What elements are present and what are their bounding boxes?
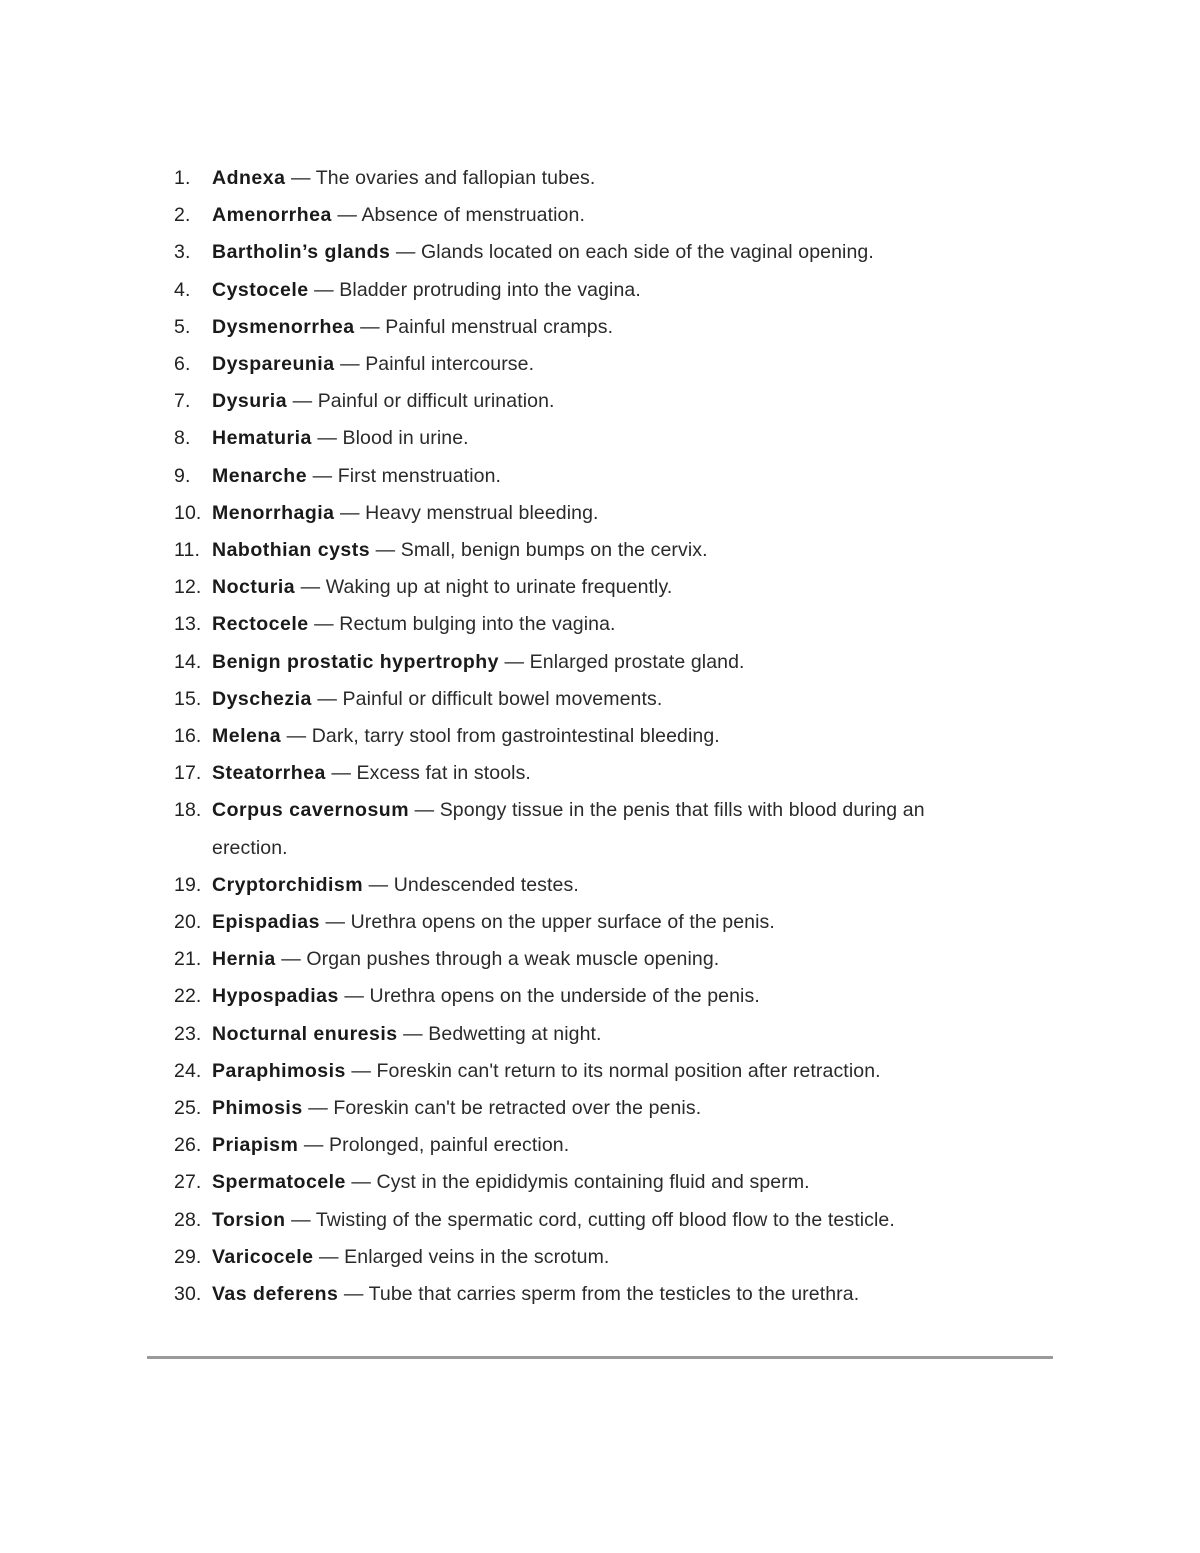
- term-definition: Foreskin can't return to its normal position after retraction.: [376, 1059, 881, 1082]
- list-item: [174, 495, 1004, 532]
- term-definition: Urethra opens on the upper surface of the penis.: [350, 911, 775, 934]
- term-separator: —: [281, 725, 312, 748]
- item-number: 24.: [174, 1059, 202, 1082]
- term-word: Paraphimosis: [212, 1059, 346, 1082]
- term-word: Dyschezia: [212, 687, 312, 710]
- list-item: [174, 383, 1004, 420]
- term-separator: —: [390, 241, 422, 264]
- item-number: 4.: [174, 278, 191, 301]
- item-text: [212, 1016, 1004, 1053]
- item-text: [212, 792, 1004, 866]
- list-item: [174, 346, 1004, 383]
- list-item: [174, 458, 1004, 495]
- term-word: Hematuria: [212, 427, 312, 450]
- item-number: 2.: [174, 204, 191, 227]
- item-number: 13.: [174, 613, 202, 636]
- term-word: Amenorrhea: [212, 204, 332, 227]
- list-item: [174, 904, 1004, 941]
- term-definition: Spongy tissue in the penis that fills with blood during an erection.: [212, 799, 925, 859]
- item-text: [212, 1276, 1004, 1313]
- item-number: 27.: [174, 1171, 202, 1194]
- item-number: 28.: [174, 1208, 202, 1231]
- item-number: 11.: [174, 539, 200, 562]
- term-definition: Urethra opens on the underside of the penis.: [369, 985, 760, 1008]
- item-text: [212, 234, 1004, 271]
- item-text: [212, 272, 1004, 309]
- term-word: Menorrhagia: [212, 501, 335, 524]
- term-definition: Painful intercourse.: [365, 353, 535, 376]
- item-text: [212, 978, 1004, 1015]
- list-item: [174, 1239, 1004, 1276]
- term-separator: —: [397, 1022, 429, 1045]
- item-text: [212, 1053, 1004, 1090]
- term-word: Dysmenorrhea: [212, 315, 355, 338]
- term-definition: Heavy menstrual bleeding.: [365, 501, 599, 524]
- term-definition: Dark, tarry stool from gastrointestinal bleeding.: [311, 725, 720, 748]
- item-number: 22.: [174, 985, 202, 1008]
- item-number: 26.: [174, 1134, 202, 1157]
- term-word: Dyspareunia: [212, 353, 335, 376]
- horizontal-rule: [147, 1356, 1053, 1359]
- term-word: Hypospadias: [212, 985, 339, 1008]
- list-item: [174, 606, 1004, 643]
- term-separator: —: [499, 650, 530, 673]
- term-separator: —: [345, 1171, 377, 1194]
- item-number: 21.: [174, 948, 202, 971]
- item-text: [212, 867, 1004, 904]
- term-separator: —: [285, 167, 316, 189]
- term-word: Priapism: [212, 1134, 299, 1157]
- term-separator: —: [308, 613, 340, 636]
- list-item: [174, 309, 1004, 346]
- item-number: 19.: [174, 873, 202, 896]
- term-definition: Twisting of the spermatic cord, cutting off blood flow to the testicle.: [315, 1208, 895, 1231]
- term-word: Nabothian cysts: [212, 539, 371, 562]
- term-definition: Blood in urine.: [342, 427, 469, 450]
- term-separator: —: [311, 687, 343, 710]
- item-text: [212, 495, 1004, 532]
- item-number: 17.: [174, 762, 202, 785]
- term-separator: —: [334, 353, 366, 376]
- term-separator: —: [298, 1134, 330, 1157]
- term-separator: —: [295, 576, 326, 599]
- term-definition: Organ pushes through a weak muscle opening.: [306, 948, 720, 971]
- term-separator: —: [354, 315, 386, 338]
- item-number: 25.: [174, 1097, 202, 1120]
- term-definition: Enlarged prostate gland.: [529, 650, 745, 673]
- list-item: [174, 272, 1004, 309]
- term-separator: —: [345, 1059, 377, 1082]
- term-separator: —: [275, 948, 307, 971]
- item-text: [212, 197, 1004, 234]
- list-item: [174, 569, 1004, 606]
- item-text: [212, 420, 1004, 457]
- term-word: Phimosis: [212, 1097, 303, 1120]
- term-definition: First menstruation.: [337, 464, 502, 487]
- list-item: [174, 1053, 1004, 1090]
- term-definition: Glands located on each side of the vaginal opening.: [421, 241, 874, 264]
- term-definition: Cyst in the epididymis containing fluid and sperm.: [376, 1171, 810, 1194]
- list-item: [174, 1016, 1004, 1053]
- term-definition: Excess fat in stools.: [356, 762, 531, 785]
- list-item: [174, 792, 1004, 866]
- term-definition: Painful menstrual cramps.: [385, 315, 614, 338]
- term-definition: Enlarged veins in the scrotum.: [344, 1245, 610, 1268]
- item-number: 14.: [174, 650, 202, 673]
- term-definition: Small, benign bumps on the cervix.: [400, 539, 708, 562]
- item-number: 16.: [174, 725, 202, 748]
- list-item: [174, 420, 1004, 457]
- term-word: Cystocele: [212, 278, 309, 301]
- item-number: 23.: [174, 1022, 202, 1045]
- list-item: [174, 941, 1004, 978]
- term-word: Benign prostatic hypertrophy: [212, 650, 500, 673]
- item-text: [212, 718, 1004, 755]
- term-separator: —: [334, 501, 366, 524]
- list-item: [174, 197, 1004, 234]
- term-definition: Tube that carries sperm from the testicles to the urethra.: [368, 1283, 860, 1306]
- term-word: Melena: [212, 725, 282, 748]
- term-separator: —: [311, 427, 343, 450]
- list-item: [174, 1164, 1004, 1201]
- term-separator: —: [319, 911, 351, 934]
- term-word: Varicocele: [212, 1245, 314, 1268]
- item-text: [212, 904, 1004, 941]
- term-definition: Painful or difficult urination.: [317, 390, 555, 413]
- item-text: [212, 1202, 1004, 1239]
- list-item: [174, 755, 1004, 792]
- item-text: [212, 606, 1004, 643]
- list-item: [174, 867, 1004, 904]
- term-separator: —: [370, 539, 401, 562]
- list-item: [174, 644, 1004, 681]
- term-word: Nocturnal enuresis: [212, 1022, 398, 1045]
- item-number: 15.: [174, 687, 202, 710]
- term-definition: Waking up at night to urinate frequently.: [325, 576, 673, 599]
- term-definition: Prolonged, painful erection.: [329, 1134, 570, 1157]
- term-word: Hernia: [212, 948, 276, 971]
- list-item: [174, 718, 1004, 755]
- item-text: [212, 644, 1004, 681]
- item-text: [212, 383, 1004, 420]
- item-text: [212, 1127, 1004, 1164]
- term-word: Cryptorchidism: [212, 873, 364, 896]
- term-word: Rectocele: [212, 613, 309, 636]
- item-text: [212, 309, 1004, 346]
- list-item: [174, 978, 1004, 1015]
- term-definition: Bladder protruding into the vagina.: [339, 278, 641, 301]
- term-word: Spermatocele: [212, 1171, 346, 1194]
- term-definition: The ovaries and fallopian tubes.: [315, 167, 596, 189]
- list-item: [174, 1127, 1004, 1164]
- item-number: 29.: [174, 1245, 202, 1268]
- item-number: 1.: [174, 167, 191, 189]
- term-word: Bartholin’s glands: [212, 241, 391, 264]
- term-definition: Absence of menstruation.: [361, 204, 585, 227]
- item-number: 30.: [174, 1283, 202, 1306]
- term-separator: —: [331, 204, 362, 227]
- term-definition: Painful or difficult bowel movements.: [342, 687, 663, 710]
- item-number: 12.: [174, 576, 202, 599]
- item-text: [212, 681, 1004, 718]
- item-text: [212, 1239, 1004, 1276]
- item-number: 10.: [174, 501, 202, 524]
- list-item: [174, 1090, 1004, 1127]
- term-separator: —: [409, 799, 440, 822]
- list-item: [174, 681, 1004, 718]
- term-word: Epispadias: [212, 911, 320, 934]
- item-text: [212, 1164, 1004, 1201]
- term-separator: —: [307, 464, 338, 487]
- item-number: 3.: [174, 241, 191, 264]
- list-item: [174, 234, 1004, 271]
- item-number: 6.: [174, 353, 191, 376]
- term-word: Menarche: [212, 464, 308, 487]
- item-number: 7.: [174, 390, 191, 413]
- item-text: [212, 941, 1004, 978]
- term-word: Nocturia: [212, 576, 296, 599]
- term-separator: —: [308, 278, 340, 301]
- term-separator: —: [338, 1283, 369, 1306]
- item-text: [212, 755, 1004, 792]
- term-separator: —: [287, 390, 318, 413]
- item-number: 9.: [174, 464, 191, 487]
- term-word: Torsion: [212, 1208, 286, 1231]
- item-text: [212, 346, 1004, 383]
- term-definition: Undescended testes.: [393, 873, 579, 896]
- item-text: [212, 569, 1004, 606]
- term-separator: —: [313, 1245, 345, 1268]
- term-word: Dysuria: [212, 390, 288, 413]
- item-number: 5.: [174, 315, 191, 338]
- item-text: [212, 1090, 1004, 1127]
- term-word: Corpus cavernosum: [212, 799, 410, 822]
- item-number: 18.: [174, 799, 202, 822]
- item-number: 20.: [174, 911, 202, 934]
- term-word: Vas deferens: [212, 1283, 339, 1306]
- term-word: Adnexa: [212, 167, 286, 189]
- term-separator: —: [363, 873, 394, 896]
- list-item: [174, 532, 1004, 569]
- list-item: [174, 160, 1004, 197]
- item-number: 8.: [174, 427, 191, 450]
- list-item: [174, 1276, 1004, 1313]
- term-separator: —: [302, 1097, 334, 1120]
- glossary-list: [174, 160, 1004, 1313]
- term-separator: —: [285, 1208, 316, 1231]
- item-text: [212, 160, 1004, 197]
- item-text: [212, 532, 1004, 569]
- term-word: Steatorrhea: [212, 762, 326, 785]
- term-definition: Rectum bulging into the vagina.: [339, 613, 616, 636]
- list-item: [174, 1202, 1004, 1239]
- term-definition: Bedwetting at night.: [428, 1022, 602, 1045]
- term-definition: Foreskin can't be retracted over the penis.: [333, 1097, 702, 1120]
- term-separator: —: [325, 762, 357, 785]
- term-separator: —: [338, 985, 370, 1008]
- item-text: [212, 458, 1004, 495]
